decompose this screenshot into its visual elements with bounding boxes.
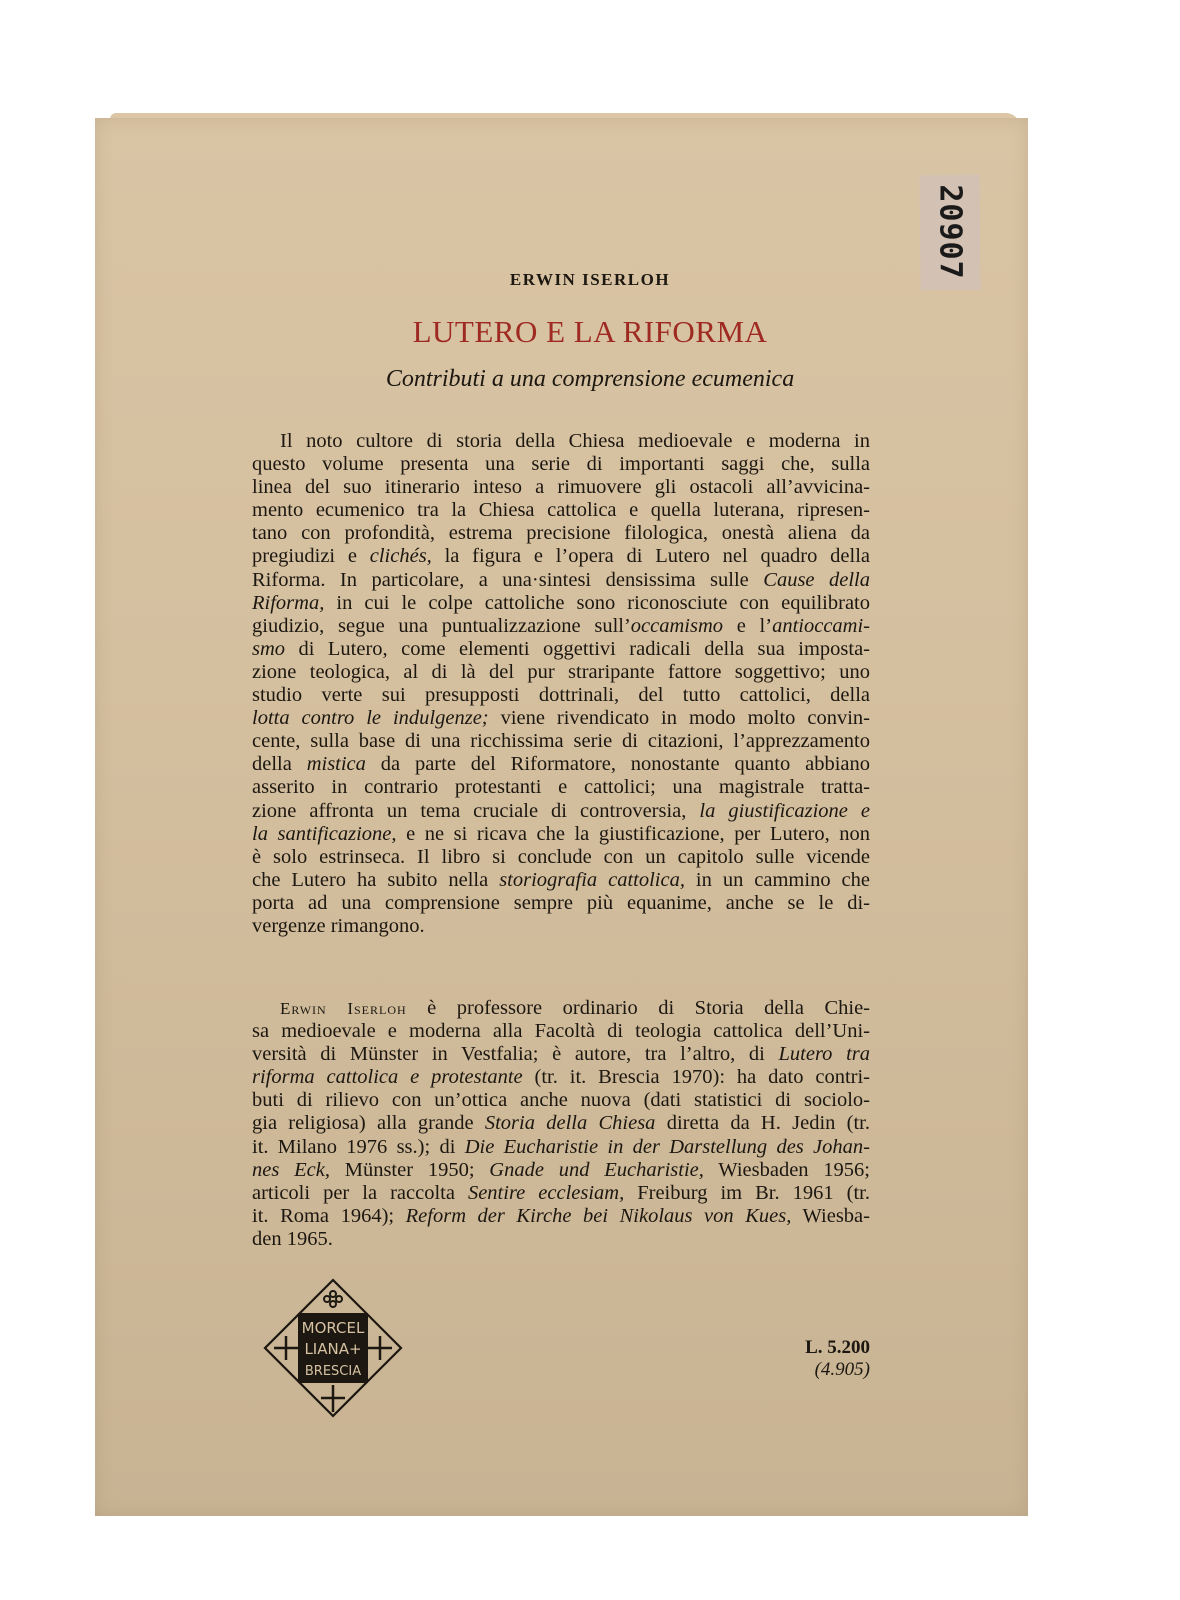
text-run: pregiudizi e xyxy=(252,545,370,568)
text-run: è professore ordinario di Storia della Chie- xyxy=(406,997,870,1019)
text-run: buti di rilievo con un’ottica anche nuova (dati statistici di sociolo- xyxy=(252,1089,870,1112)
text-run: linea del suo itinerario inteso a rimuovere gli ostacoli all’avvicina- xyxy=(252,476,870,499)
text-line xyxy=(252,730,870,753)
italic-text: Die Eucharistie in der Darstellung des Johan- xyxy=(464,1135,870,1158)
text-run: di Lutero, come elementi oggettivi radicali della sua imposta- xyxy=(285,637,870,660)
text-run: cente, sulla base di una ricchissima serie di citazioni, l’apprezzamento xyxy=(252,730,870,753)
price-secondary: (4.905) xyxy=(814,1359,870,1380)
text-run: den 1965. xyxy=(252,1227,333,1250)
italic-text: Reform der Kirche bei Nikolaus von Kues, xyxy=(405,1204,792,1227)
text-run: it. Roma 1964); xyxy=(252,1204,406,1227)
italic-text: Gnade und Eucharistie, xyxy=(489,1158,704,1181)
italic-text: lotta contro le indulgenze; xyxy=(252,707,489,730)
text-line xyxy=(252,1043,870,1066)
text-run: zione teologica, al di là del pur straripante fattore soggettivo; uno xyxy=(252,660,870,683)
italic-text: smo xyxy=(252,637,286,660)
text-run: asserito in contrario protestanti e cattolici; una magistrale tratta- xyxy=(252,776,870,799)
logo-line-1: MORCEL xyxy=(301,1319,365,1337)
text-run: in un cammino che xyxy=(684,868,870,891)
text-line xyxy=(252,1228,870,1251)
text-run: Riforma. In particolare, a una·sintesi densissima sulle xyxy=(252,568,764,591)
library-label-number: 20907 xyxy=(932,184,968,280)
text-run: Il noto cultore di storia della Chiesa medioevale e moderna in xyxy=(280,430,870,452)
logo-line-3: BRESCIA xyxy=(304,1364,362,1379)
text-line xyxy=(252,592,870,615)
italic-text: riforma cattolica e protestante xyxy=(252,1066,523,1089)
text-run: versità di Münster in Vestfalia; è autore, tra l’altro, di xyxy=(252,1043,779,1066)
text-line xyxy=(252,753,870,776)
text-run: Wiesba- xyxy=(791,1204,870,1227)
text-line xyxy=(252,776,870,799)
text-line xyxy=(252,615,870,638)
text-line xyxy=(252,569,870,592)
text-line xyxy=(252,1089,870,1112)
text-line xyxy=(252,1136,870,1159)
text-line xyxy=(252,453,870,476)
text-run: Freiburg im Br. 1961 (tr. xyxy=(624,1181,870,1204)
text-run: articoli per la raccolta xyxy=(252,1181,468,1204)
cross-ornament-top-icon xyxy=(324,1291,342,1307)
text-line xyxy=(252,499,870,522)
italic-text: Sentire ecclesiam, xyxy=(467,1181,625,1204)
italic-text: Riforma, xyxy=(252,591,325,614)
text-run: studio verte sui presupposti dottrinali, del tutto cattolici, della xyxy=(252,684,870,707)
text-line xyxy=(252,476,870,499)
smallcaps-text: Erwin Iserloh xyxy=(280,999,407,1018)
text-line xyxy=(252,915,870,938)
cross-ornament-left-icon xyxy=(274,1336,298,1360)
text-line xyxy=(252,823,870,846)
text-line xyxy=(252,892,870,915)
logo-line-2: LIANA+ xyxy=(304,1340,362,1358)
text-line xyxy=(252,869,870,892)
book-subtitle: Contributi a una comprensione ecumenica xyxy=(385,366,795,392)
publisher-logo xyxy=(262,1277,404,1419)
italic-text: nes Eck, xyxy=(252,1158,330,1181)
italic-text: antioccami- xyxy=(772,614,870,637)
text-line xyxy=(252,846,870,869)
text-run: e l’ xyxy=(723,614,773,637)
text-run: viene rivendicato in modo molto convin- xyxy=(488,707,870,730)
text-run: e ne si ricava che la giustificazione, per Lutero, non xyxy=(396,822,870,845)
text-run: Münster 1950; xyxy=(329,1158,490,1181)
book-title: LUTERO E LA RIFORMA xyxy=(412,314,768,349)
text-run: la figura e l’opera di Lutero nel quadro della xyxy=(431,545,870,568)
text-line xyxy=(252,545,870,568)
italic-text: Cause della xyxy=(763,568,870,591)
text-line xyxy=(252,1112,870,1135)
text-line xyxy=(252,707,870,730)
text-run: della xyxy=(252,753,307,776)
text-run: in cui le colpe cattoliche sono riconosciute con equilibrato xyxy=(324,591,870,614)
price-amount: L. 5.200 xyxy=(805,1337,870,1358)
text-line xyxy=(252,800,870,823)
text-line xyxy=(252,430,870,453)
text-run: tano con profondità, estrema precisione filologica, onestà aliena da xyxy=(252,522,870,545)
cross-ornament-right-icon xyxy=(368,1336,392,1360)
italic-text: clichés, xyxy=(369,545,432,568)
text-run: vergenze rimangono. xyxy=(252,914,425,937)
price-block xyxy=(760,1337,870,1381)
text-line xyxy=(252,1159,870,1182)
text-run: porta ad una comprensione sempre più equanime, anche se le di- xyxy=(252,891,870,914)
text-run: (tr. it. Brescia 1970): ha dato contri- xyxy=(522,1066,871,1089)
italic-text: occamismo xyxy=(630,614,724,637)
text-run: zione affronta un tema cruciale di controversia, xyxy=(252,799,700,822)
text-run: it. Milano 1976 ss.); di xyxy=(252,1135,465,1158)
text-line xyxy=(252,1066,870,1089)
text-run: è solo estrinseca. Il libro si conclude con un capitolo sulle vicende xyxy=(252,845,870,868)
text-line xyxy=(252,1182,870,1205)
text-line xyxy=(252,522,870,545)
author-biography xyxy=(252,997,870,1251)
author-name: ERWIN ISERLOH xyxy=(509,270,671,289)
text-line xyxy=(252,638,870,661)
text-line xyxy=(252,997,870,1020)
italic-text: mistica xyxy=(306,753,366,776)
text-run: da parte del Riformatore, nonostante quanto abbiano xyxy=(365,753,870,776)
text-line xyxy=(252,684,870,707)
text-run: questo volume presenta una serie di importanti saggi che, sulla xyxy=(252,453,870,476)
text-line xyxy=(252,661,870,684)
italic-text: Lutero tra xyxy=(778,1043,870,1066)
text-run: diretta da H. Jedin (tr. xyxy=(655,1112,870,1135)
text-run: Wiesbaden 1956; xyxy=(703,1158,871,1181)
italic-text: Storia della Chiesa xyxy=(484,1112,656,1135)
text-line xyxy=(252,1020,870,1043)
text-run: mento ecumenico tra la Chiesa cattolica e quella luterana, ripresen- xyxy=(252,499,870,522)
text-run: sa medioevale e moderna alla Facoltà di teologia cattolica dell’Uni- xyxy=(252,1020,870,1043)
italic-text: storiografia cattolica, xyxy=(499,868,685,891)
italic-text: la santificazione, xyxy=(252,822,397,845)
text-run: che Lutero ha subito nella xyxy=(252,868,500,891)
text-run: giudizio, segue una puntualizzazione sull’ xyxy=(252,614,631,637)
book-description xyxy=(252,430,870,938)
text-line xyxy=(252,1205,870,1228)
italic-text: la giustificazione e xyxy=(699,799,870,822)
text-run: gia religiosa) alla grande xyxy=(252,1112,485,1135)
